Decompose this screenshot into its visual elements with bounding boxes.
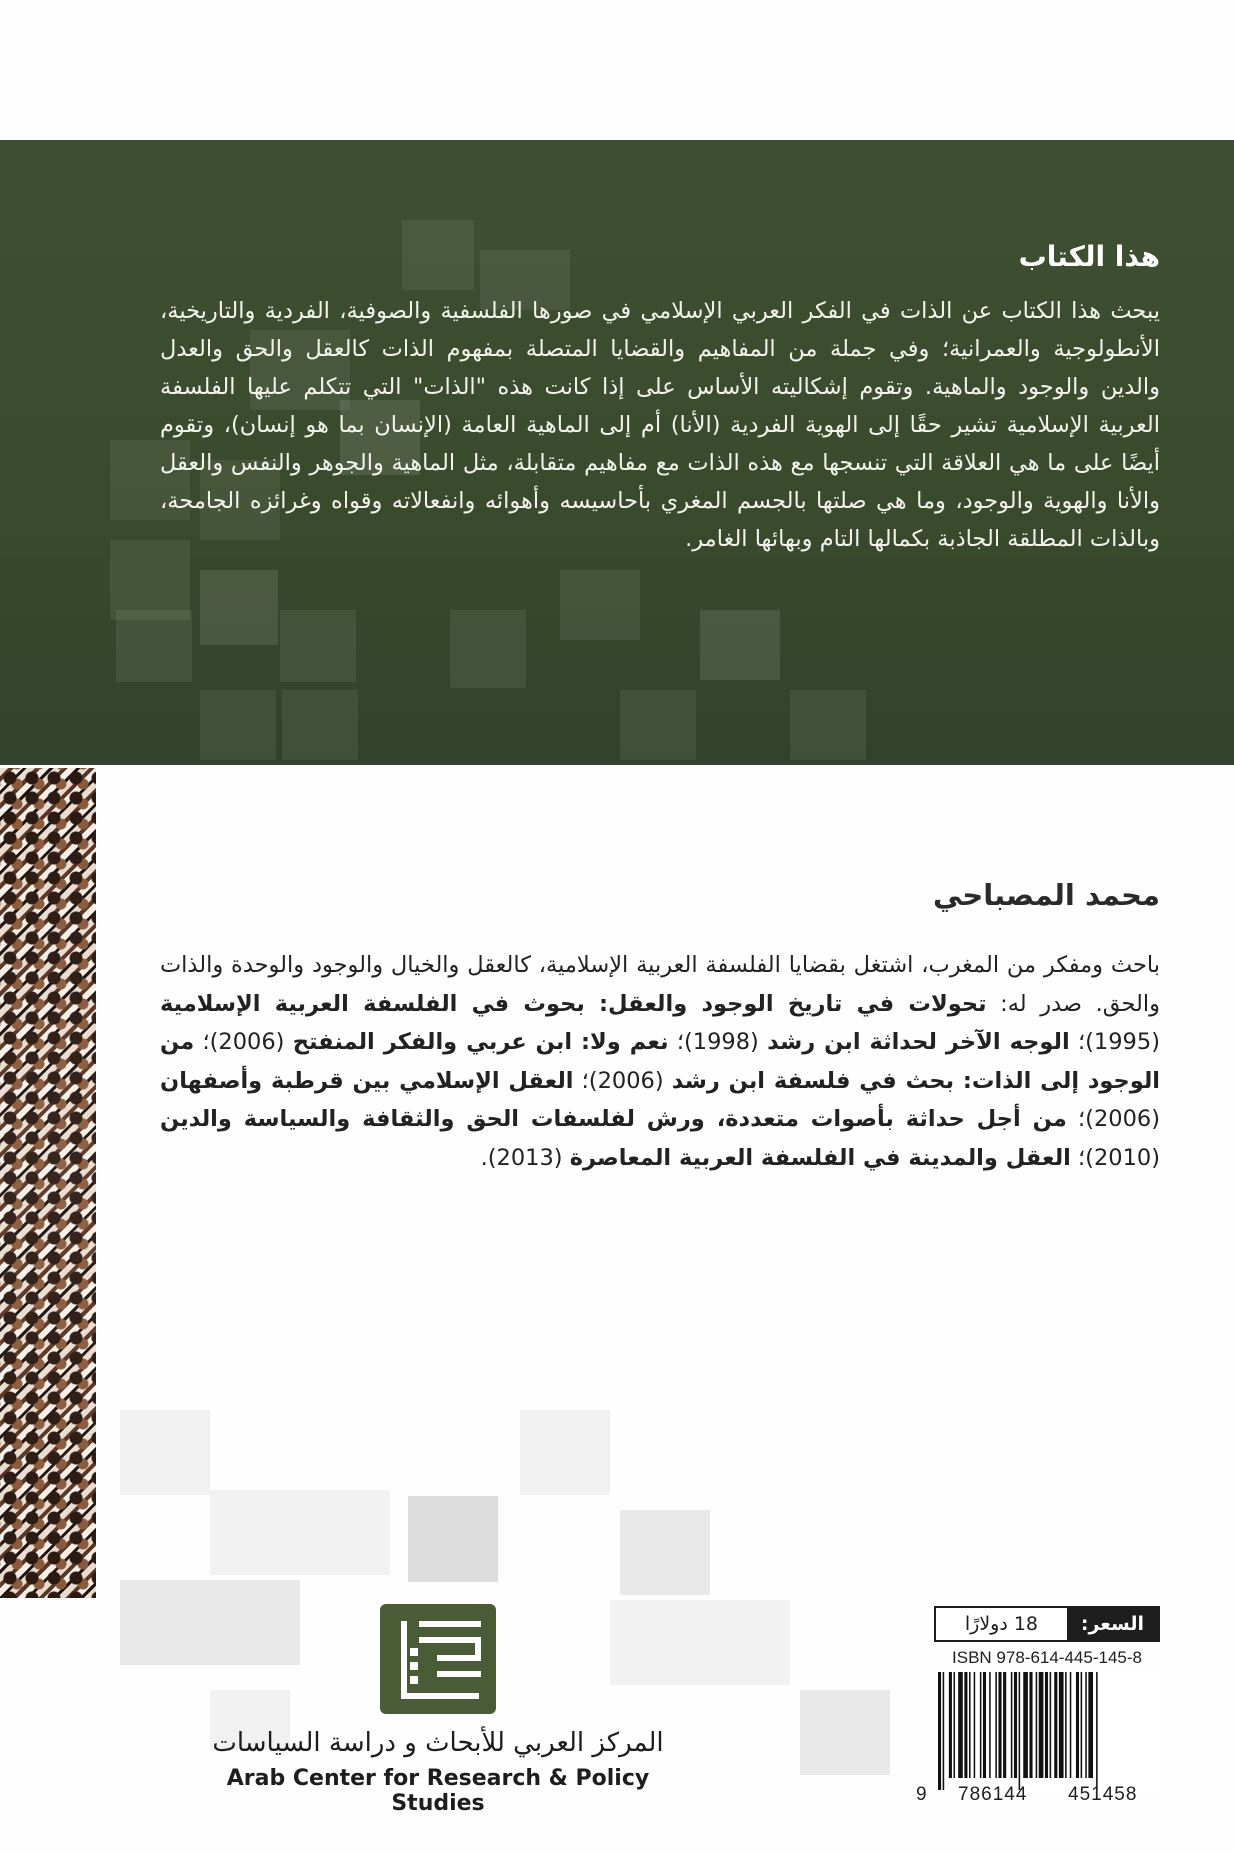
book-title: تحولات في تاريخ الوجود والعقل: بحوث في الفلسفة العربية الإسلامية: [160, 990, 987, 1017]
barcode-bar: [938, 1672, 941, 1790]
deco-square: [450, 610, 526, 688]
bio-text: باحث ومفكر من المغرب، اشتغل بقضايا الفلسفة العربية الإسلامية، كالعقل والخيال والوجود والوحدة والذات والحق. صدر له:: [160, 952, 1160, 1017]
book-title: العقل والمدينة في الفلسفة العربية المعاصرة: [569, 1144, 1071, 1171]
deco-square: [408, 1496, 498, 1582]
arab-center-logo-icon: [380, 1604, 496, 1714]
barcode-bar: [998, 1672, 1001, 1778]
bio-text: (2010)؛: [1070, 1144, 1160, 1171]
barcode-bar: [1029, 1672, 1032, 1778]
logo-glyph: [380, 1604, 496, 1714]
barcode-bar: [995, 1672, 997, 1778]
deco-square: [300, 1490, 390, 1575]
deco-square: [700, 610, 780, 680]
author-bio: [160, 946, 1160, 1177]
barcode-bar: [1081, 1672, 1083, 1778]
book-title: العقل الإسلامي بين قرطبة وأصفهان: [160, 1067, 574, 1094]
barcode-bar: [964, 1672, 967, 1778]
barcode-bar: [1014, 1672, 1017, 1778]
barcode-bar: [1054, 1672, 1057, 1778]
deco-square: [620, 690, 696, 760]
isbn-text: ISBN 978-614-445-145-8: [952, 1648, 1142, 1667]
deco-square: [200, 690, 276, 760]
barcode-bar: [1036, 1672, 1038, 1778]
bio-text: (2006)؛: [1066, 1106, 1160, 1132]
deco-square: [120, 1580, 210, 1665]
deco-square: [610, 1600, 700, 1685]
price-value: 18 دولارًا: [964, 1613, 1039, 1635]
barcode-bar: [1003, 1672, 1006, 1778]
barcode-bar: [958, 1672, 963, 1778]
book-title: من الوجود إلى الذات: بحث في فلسفة ابن رشد: [160, 1029, 1160, 1094]
barcode-digits-middle: 786144: [958, 1784, 1028, 1805]
barcode-bar: [1085, 1672, 1087, 1778]
barcode-bar: [1088, 1672, 1093, 1778]
about-book-band: [0, 140, 1234, 765]
about-body: يبحث هذا الكتاب عن الذات في الفكر العربي الإسلامي في صورها الفلسفية والصوفية، الفردية والتاريخية، الأنطولوجية والعمرانية؛ وفي جملة من المفاهيم والقضايا المتصلة بمفهوم الذات كالعقل والحق والعدل والدين والوجود والماهية. وتقوم إشكاليته الأساس على إذا كانت هذه "الذات" التي تتكلم عليها الفلسفة العربية الإسلامية تشير حقًا إلى الهوية الفردية (الأنا) أم إلى الماهية العامة (الإنسان بما هو إنسان)، وتقوم أيضًا على ما هي العلاقة التي تنسجها مع هذه الذات مع مفاهيم متقابلة، مثل الماهية والجوهر والنفس والعقل والأنا والهوية والوجود، وما هي صلتها بالجسم المغري بأحاسيسه وأهوائه وانفعالاته وقواه وغرائزه الجامحة، وبالذات المطلقة الجاذبة بكمالها التام وبهائها الغامر.: [160, 298, 1160, 552]
book-title: من أجل حداثة بأصوات متعددة، ورش لفلسفات الحق والثقافة والسياسة والدين: [160, 1106, 1067, 1132]
deco-square: [200, 570, 278, 645]
publisher-name-ar: المركز العربي للأبحاث و دراسة السياسات: [212, 1728, 664, 1758]
barcode-bar: [1023, 1672, 1028, 1778]
about-title: هذا الكتاب: [1018, 240, 1160, 273]
deco-square: [402, 220, 474, 290]
book-title: نعم ولا: ابن عربي والفكر المنفتح: [292, 1029, 669, 1055]
book-title: الوجه الآخر لحداثة ابن رشد: [767, 1029, 1070, 1055]
bio-text: (2013).: [480, 1144, 570, 1171]
deco-square: [800, 1690, 890, 1775]
deco-square: [120, 1410, 210, 1495]
barcode-bar: [980, 1672, 982, 1778]
barcode-bar: [1039, 1672, 1044, 1778]
deco-square: [280, 610, 356, 682]
barcode-bar: [1070, 1672, 1072, 1778]
barcode-bar: [983, 1672, 986, 1778]
bio-text: (2006)؛: [573, 1067, 672, 1094]
deco-square: [560, 570, 640, 640]
barcode-bar: [954, 1672, 956, 1778]
price-box: [934, 1606, 1160, 1642]
barcode-bar: [943, 1672, 945, 1790]
bio-text: (1998)؛: [668, 1029, 768, 1055]
barcode-bar: [1019, 1672, 1021, 1790]
barcode-bar: [949, 1672, 952, 1778]
barcode-digit-first: 9: [916, 1784, 928, 1805]
ornament-strip-fade: [0, 768, 96, 1598]
barcode-bar: [1059, 1672, 1064, 1778]
publisher-name-en: Arab Center for Research & Policy Studies: [226, 1766, 650, 1816]
barcode-bar: [1065, 1672, 1067, 1778]
barcode-bar: [1076, 1672, 1079, 1778]
barcode-bar: [1045, 1672, 1048, 1778]
barcode-digits-last: 451458: [1068, 1784, 1138, 1805]
author-name: محمد المصباحي: [933, 878, 1160, 912]
deco-square: [790, 690, 866, 760]
deco-square: [210, 1580, 300, 1665]
price-label: السعر:: [1067, 1608, 1158, 1640]
bio-text: (2006)؛: [194, 1029, 293, 1055]
barcode-bar: [969, 1672, 971, 1778]
barcode-bar: [989, 1672, 991, 1778]
deco-square: [520, 1410, 610, 1495]
barcode-bar: [1011, 1672, 1013, 1778]
deco-square: [116, 610, 192, 682]
barcode-bar: [1096, 1672, 1098, 1790]
deco-square: [282, 690, 358, 760]
deco-square: [210, 1490, 300, 1575]
bio-text: (1995)؛: [1069, 1029, 1160, 1055]
deco-square: [700, 1600, 790, 1685]
deco-square: [620, 1510, 710, 1595]
barcode-bar: [974, 1672, 976, 1778]
barcode: [932, 1672, 1160, 1792]
barcode-bar: [1050, 1672, 1052, 1778]
